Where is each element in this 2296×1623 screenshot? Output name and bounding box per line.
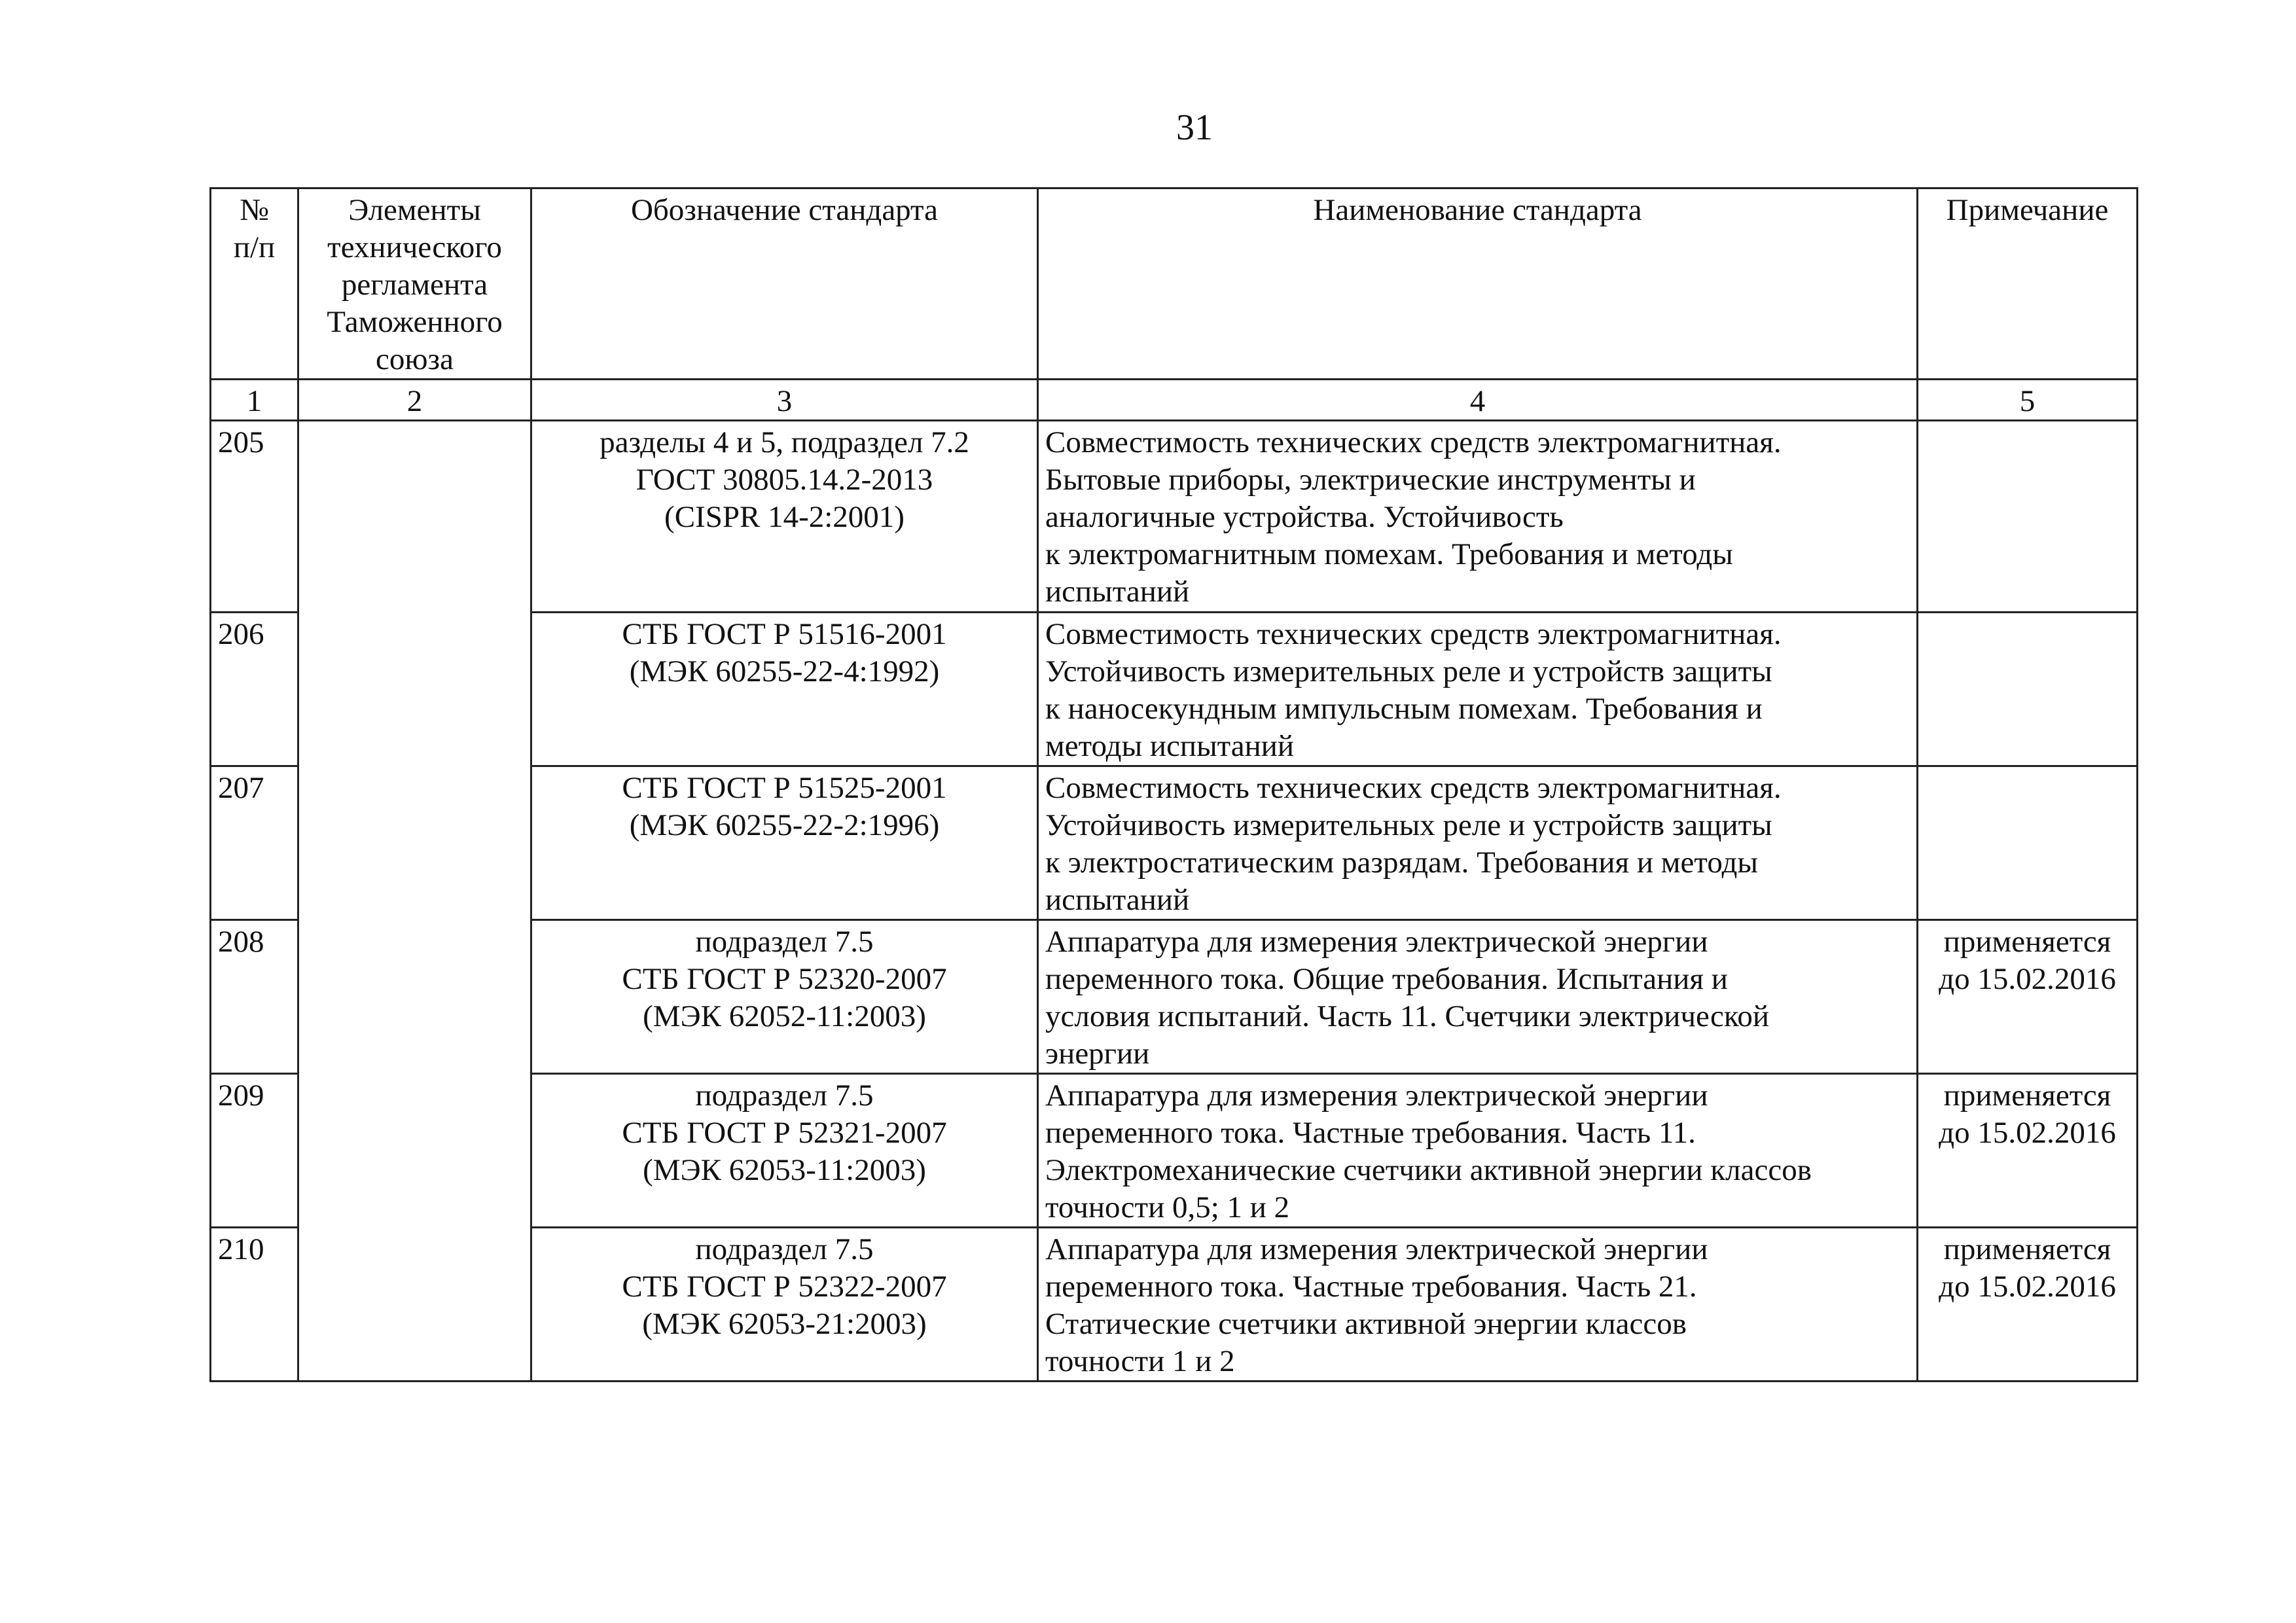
column-number-row xyxy=(211,380,2138,421)
standard-name: Аппаратура для измерения электрической энергии переменного тока. Общие требования. Испытания и условия испытаний. Часть 11. Счетчики электрической энергии xyxy=(1038,920,1918,1074)
standard-name: Аппаратура для измерения электрической энергии переменного тока. Частные требования. Часть 11. Электромеханические счетчики активной энергии классов точности 0,5; 1 и 2 xyxy=(1038,1074,1918,1228)
page-number: 31 xyxy=(1176,107,1213,148)
standard-name: Совместимость технических средств электромагнитная. Бытовые приборы, электрические инструменты и аналогичные устройства. Устойчивость к электромагнитным помехам. Требования и методы испытаний xyxy=(1038,421,1918,613)
standard-note xyxy=(1918,421,2138,613)
regulation-elements-cell xyxy=(298,421,531,1382)
standard-designation: СТБ ГОСТ Р 51525-2001 (МЭК 60255-22-2:1996) xyxy=(531,766,1038,920)
standard-note: применяется до 15.02.2016 xyxy=(1918,1228,2138,1382)
standard-name: Аппаратура для измерения электрической энергии переменного тока. Частные требования. Часть 21. Статические счетчики активной энергии классов точности 1 и 2 xyxy=(1038,1228,1918,1382)
standard-note xyxy=(1918,613,2138,766)
standard-designation: разделы 4 и 5, подраздел 7.2 ГОСТ 30805.14.2-2013 (CISPR 14-2:2001) xyxy=(531,421,1038,613)
standard-designation: СТБ ГОСТ Р 51516-2001 (МЭК 60255-22-4:1992) xyxy=(531,613,1038,766)
column-number: 4 xyxy=(1038,380,1918,421)
column-number: 3 xyxy=(531,380,1038,421)
standard-designation: подраздел 7.5 СТБ ГОСТ Р 52320-2007 (МЭК 62052-11:2003) xyxy=(531,920,1038,1074)
header-row xyxy=(211,188,2138,380)
standard-name: Совместимость технических средств электромагнитная. Устойчивость измерительных реле и устройств защиты к электростатическим разрядам. Требования и методы испытаний xyxy=(1038,766,1918,920)
standard-name: Совместимость технических средств электромагнитная. Устойчивость измерительных реле и устройств защиты к наносекундным импульсным помехам. Требования и методы испытаний xyxy=(1038,613,1918,766)
standards-table xyxy=(209,187,2138,1382)
standard-note xyxy=(1918,766,2138,920)
row-number: 207 xyxy=(211,766,298,920)
standard-designation: подраздел 7.5 СТБ ГОСТ Р 52322-2007 (МЭК 62053-21:2003) xyxy=(531,1228,1038,1382)
column-number: 5 xyxy=(1918,380,2138,421)
header-name: Наименование стандарта xyxy=(1038,188,1918,380)
column-number: 1 xyxy=(211,380,298,421)
row-number: 205 xyxy=(211,421,298,613)
header-number: № п/п xyxy=(211,188,298,380)
row-number: 209 xyxy=(211,1074,298,1228)
row-number: 208 xyxy=(211,920,298,1074)
table-row xyxy=(211,421,2138,613)
standard-designation: подраздел 7.5 СТБ ГОСТ Р 52321-2007 (МЭК 62053-11:2003) xyxy=(531,1074,1038,1228)
header-elements: Элементы технического регламента Таможенного союза xyxy=(298,188,531,380)
header-designation: Обозначение стандарта xyxy=(531,188,1038,380)
header-note: Примечание xyxy=(1918,188,2138,380)
standard-note: применяется до 15.02.2016 xyxy=(1918,1074,2138,1228)
standard-note: применяется до 15.02.2016 xyxy=(1918,920,2138,1074)
column-number: 2 xyxy=(298,380,531,421)
row-number: 206 xyxy=(211,613,298,766)
row-number: 210 xyxy=(211,1228,298,1382)
